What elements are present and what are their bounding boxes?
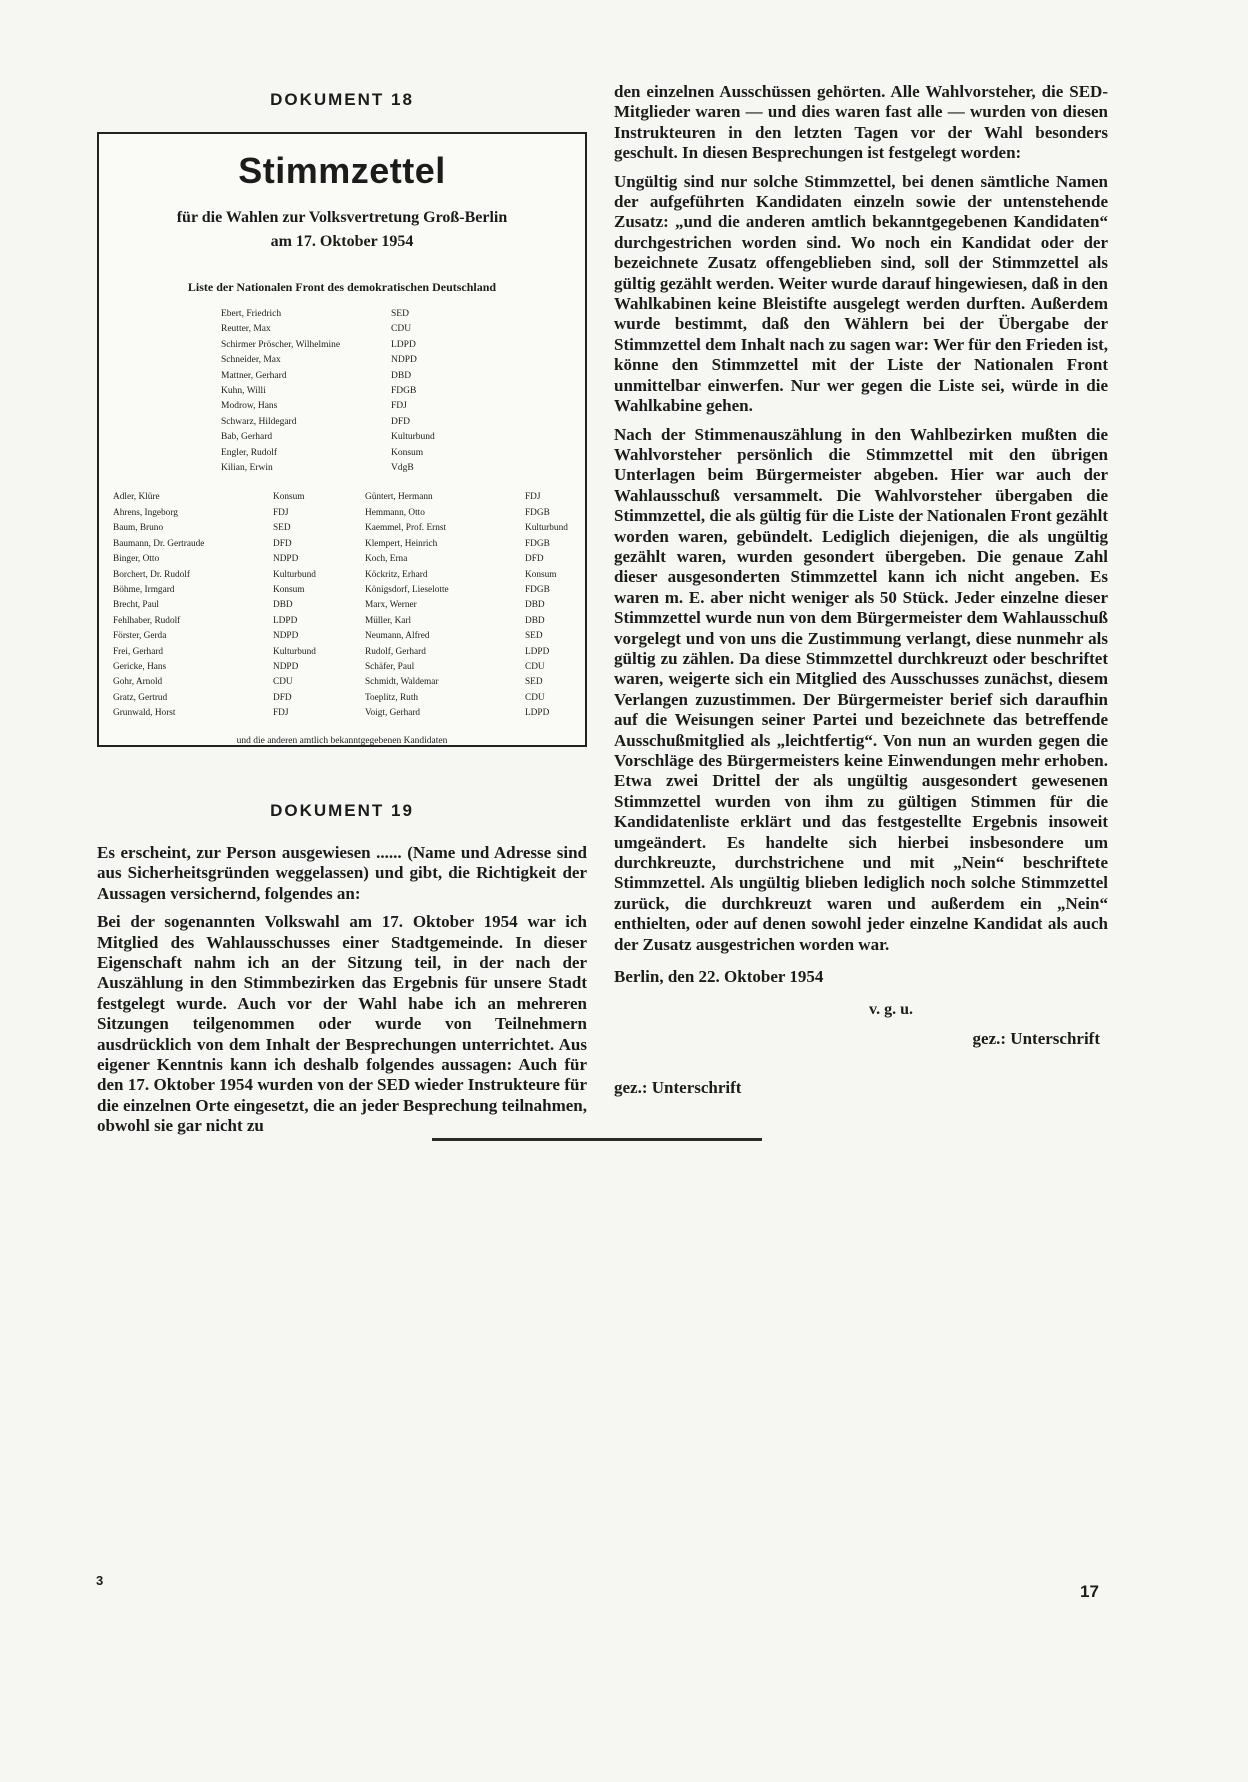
candidate-name: Ebert, Friedrich [221, 309, 282, 319]
candidate-party: CDU [525, 692, 545, 703]
candidate-name: Müller, Karl [365, 615, 412, 626]
candidate-name: Frei, Gerhard [113, 646, 164, 657]
leading-candidate-row [221, 322, 435, 337]
leading-candidate-row [221, 369, 435, 384]
candidate-name: Schneider, Max [221, 355, 281, 366]
candidate-name: Reutter, Max [221, 324, 271, 335]
candidate-party: VdgB [391, 463, 414, 474]
candidate-name: Borchert, Dr. Rudolf [113, 569, 190, 580]
candidate-name: Ahrens, Ingeborg [113, 507, 178, 518]
candidate-party: FDJ [525, 492, 541, 503]
candidate-party: LDPD [525, 708, 550, 719]
candidate-name: Gohr, Arnold [113, 677, 163, 688]
candidate-name: Güntert, Hermann [365, 492, 433, 503]
candidate-party: NDPD [273, 661, 299, 672]
candidate-party: DBD [391, 370, 412, 381]
candidate-party: Kulturbund [525, 523, 568, 534]
candidate-party: CDU [525, 661, 545, 672]
doc19-statement-paragraph: Bei der sogenannten Volkswahl am 17. Oktober 1954 war ich Mitglied des Wahlausschusses einer Stadtgemeinde. In dieser Eigenschaft nahm ich an der Sitzung teil, in der nach der Auszählung in den Stimmbezirken das Ergebnis für unsere Stadt festgelegt wurde. Auch vor der Wahl habe ich an mehreren Sitzungen teilgenommen oder wurde von Teilnehmern ausdrücklich von dem Inhalt der Besprechungen unterrichtet. Aus eigener Kenntnis kann ich deshalb folgendes aussagen: Auch für den 17. Oktober 1954 wurden von der SED wieder Instrukteure für die einzelnen Orte eingesetzt, die an jeder Besprechung teilnahmen, obwohl sie gar nicht zu [97, 912, 587, 1136]
candidate-party: DFD [273, 538, 292, 549]
left-column [97, 82, 587, 1145]
candidate-party: DBD [525, 600, 545, 611]
signature-right: gez.: Unterschrift [972, 1029, 1100, 1049]
candidate-name: Schwarz, Hildegard [221, 416, 297, 427]
candidate-party: FDJ [391, 401, 407, 412]
doc19-intro-paragraph: Es erscheint, zur Person ausgewiesen ...... (Name und Adresse sind aus Sicherheitsgründen weggelassen) und gibt, die Richtigkeit der Aussagen versichernd, folgendes an: [97, 843, 587, 903]
candidate-party: NDPD [273, 631, 299, 642]
document-19-heading: DOKUMENT 19 [270, 801, 414, 820]
leading-candidate-row [221, 338, 435, 353]
candidate-name: Förster, Gerda [113, 631, 167, 642]
candidate-party: DFD [273, 692, 292, 703]
leading-candidate-row [221, 415, 435, 430]
leading-candidate-row [221, 307, 435, 322]
candidate-name: Böhme, Irmgard [113, 584, 175, 595]
candidate-party: SED [525, 677, 543, 688]
candidate-name: Neumann, Alfred [365, 631, 430, 642]
candidate-name: Baumann, Dr. Gertraude [113, 538, 205, 549]
candidate-party: SED [391, 309, 409, 319]
candidate-party: Konsum [391, 447, 424, 458]
candidate-name: Brecht, Paul [113, 600, 159, 611]
candidate-party: DBD [273, 600, 293, 611]
vgu-note: v. g. u. [868, 1001, 913, 1019]
leading-candidates-table [221, 307, 435, 476]
candidate-party: FDJ [273, 708, 289, 719]
candidate-party: LDPD [273, 615, 298, 626]
candidate-name: Grunwald, Horst [113, 708, 176, 719]
leading-candidate-row [221, 446, 435, 461]
candidate-name: Kuhn, Willi [221, 386, 266, 397]
section-divider-rule [432, 1138, 762, 1141]
candidate-party: Konsum [273, 492, 305, 503]
candidate-party: FDJ [273, 507, 289, 518]
candidate-name: Kilian, Erwin [221, 463, 273, 474]
candidate-name: Hemmann, Otto [365, 507, 425, 518]
right-paragraph-3: Nach der Stimmenauszählung in den Wahlbezirken mußten die Wahlvorsteher persönlich die Stimmzettel mit den übrigen Unterlagen beim Bürgermeister abgeben. Hier war auch der Wahlausschuß versammelt. Die Wahlvorsteher übergaben die Stimmzettel, die als gültig für die Liste der Nationalen Front gezählt worden waren, gebündelt. Lediglich diejenigen, die als ungültig gezählt waren, wurden gesondert übergeben. Die genaue Zahl dieser ausgesonderten Stimmzettel kann ich nicht angeben. Es waren m. E. aber nicht weniger als 50 Stück. Jeder einzelne dieser Stimmzettel wurde nun von dem Bürgermeister dem Wahlausschuß vorgelegt und von uns die Zustimmung verlangt, diese nunmehr als gültig zu zählen. Da diese Stimmzettel durchkreuzt oder beschriftet waren, weigerte sich ein Mitglied des Ausschusses zunächst, diesem Verlangen zuzustimmen. Der Bürgermeister berief sich daraufhin auf die Weisungen seiner Partei und bezeichnete das betreffende Ausschußmitglied als „leichtfertig“. Von nun an wurden gegen die Vorschläge des Bürgermeisters keine Einwendungen mehr erhoben. Etwa zwei Drittel der als ungültig ausgesondert gewesenen Stimmzettel wurden von ihm zu gültigen Stimmen für die Kandidatenliste erklärt und das festgestellte Ergebnis insoweit umgeändert. Es handelte sich hierbei insbesondere um durchkreuzte, durchstrichene und mit „Nein“ beschriftete Stimmzettel. Als ungültig blieben lediglich noch solche Stimmzettel zurück, die durchkreuzt waren und außerdem ein „Nein“ enthielten, oder auf denen sowohl jeder einzelne Kandidat als auch der Zusatz ausgestrichen worden war. [614, 424, 1108, 954]
candidate-name: Marx, Werner [365, 600, 417, 611]
document-18-heading: DOKUMENT 18 [270, 90, 414, 109]
candidate-party: DFD [525, 554, 544, 565]
candidate-name: Köckritz, Erhard [365, 569, 428, 580]
candidate-party: CDU [273, 677, 293, 688]
candidate-name: Rudolf, Gerhard [365, 646, 426, 657]
right-paragraph-2: Ungültig sind nur solche Stimmzettel, bei denen sämtliche Namen der aufgeführten Kandidaten einzeln sowie der untenstehende Zusatz: „und die anderen amtlich bekanntgegebenen Kandidaten“ durchgestrichen worden sind. Wo noch ein Kandidat oder der bezeichnete Zusatz offengeblieben sind, soll der Stimmzettel als gültig gezählt werden. Weiter wurde darauf hingewiesen, daß in den Wahlkabinen keine Bleistifte ausgelegt werden durften. Außerdem wurde bestimmt, daß den Wählern bei der Übergabe der Stimmzettel dem Inhalt nach zu sagen war: Wer für den Frieden ist, könne den Stimmzettel mit der Liste der Nationalen Front unmittelbar einwerfen. Nur wer gegen die Liste sei, würde in die Wahlkabine gehen. [614, 171, 1108, 416]
candidate-name: Koch, Erna [365, 554, 408, 565]
signature-left: gez.: Unterschrift [614, 1078, 742, 1097]
candidate-party: DBD [525, 615, 545, 626]
candidate-party: SED [273, 523, 291, 534]
candidate-party: LDPD [525, 646, 550, 657]
ballot-footer: und die anderen amtlich bekanntgegebenen Kandidaten [236, 735, 448, 746]
candidate-party: FDGB [391, 386, 417, 397]
page-number: 17 [1080, 1582, 1099, 1601]
ballot-paper [97, 132, 587, 747]
candidate-party: FDGB [525, 507, 550, 518]
candidate-party: Kulturbund [273, 646, 316, 657]
leading-candidate-row [221, 384, 435, 399]
candidate-party: CDU [391, 324, 412, 335]
page-marker-left: 3 [96, 1573, 104, 1588]
candidate-party: Konsum [525, 569, 557, 580]
candidate-name: Schäfer, Paul [365, 661, 415, 672]
candidate-name: Engler, Rudolf [221, 447, 278, 458]
candidate-name: Königsdorf, Lieselotte [365, 584, 449, 595]
candidate-name: Gratz, Gertrud [113, 692, 168, 703]
candidate-party: DFD [391, 416, 411, 427]
place-and-date: Berlin, den 22. Oktober 1954 [614, 967, 824, 987]
ballot-title: Stimmzettel [238, 150, 446, 191]
candidate-party: FDGB [525, 584, 550, 595]
candidate-party: Kulturbund [391, 432, 435, 443]
candidate-party: NDPD [273, 554, 299, 565]
candidate-party: Kulturbund [273, 569, 316, 580]
leading-candidate-row [221, 430, 435, 445]
candidate-name: Voigt, Gerhard [365, 708, 421, 719]
candidate-party: SED [525, 631, 543, 642]
ballot-subtitle-line2: am 17. Oktober 1954 [270, 233, 414, 250]
leading-candidate-row [221, 461, 435, 476]
candidate-party: NDPD [391, 355, 417, 366]
candidate-name: Adler, Klüre [113, 492, 160, 503]
candidate-name: Binger, Otto [113, 554, 160, 565]
candidate-name: Baum, Bruno [113, 523, 164, 534]
ballot-list-title: Liste der Nationalen Front des demokratischen Deutschland [187, 280, 497, 294]
leading-candidate-row [221, 353, 435, 368]
candidate-name: Mattner, Gerhard [221, 370, 287, 381]
candidate-party: Konsum [273, 584, 305, 595]
candidate-party: FDGB [525, 538, 550, 549]
candidate-name: Fehlhaber, Rudolf [113, 615, 181, 626]
right-paragraph-1: den einzelnen Ausschüssen gehörten. Alle Wahlvorsteher, die SED-Mitglieder waren — und dies waren fast alle — wurden von diesen Instrukteuren in den letzten Tagen vor der Wahl besonders geschult. In diesen Besprechungen ist festgelegt worden: [614, 82, 1108, 163]
candidate-name: Kaemmel, Prof. Ernst [365, 523, 447, 534]
candidate-name: Klempert, Heinrich [365, 538, 438, 549]
candidate-party: LDPD [391, 339, 416, 350]
candidate-name: Bab, Gerhard [221, 432, 273, 443]
leading-candidate-row [221, 399, 435, 414]
candidate-name: Schmidt, Waldemar [365, 677, 439, 688]
candidate-name: Gericke, Hans [113, 661, 167, 672]
candidate-name: Modrow, Hans [221, 401, 278, 412]
candidate-name: Toeplitz, Ruth [365, 692, 419, 703]
candidates-grid [113, 490, 575, 721]
right-column [614, 82, 1108, 1049]
candidate-name: Schirmer Pröscher, Wilhelmine [221, 339, 341, 350]
ballot-subtitle-line1: für die Wahlen zur Volksvertretung Groß-Berlin [176, 209, 508, 226]
